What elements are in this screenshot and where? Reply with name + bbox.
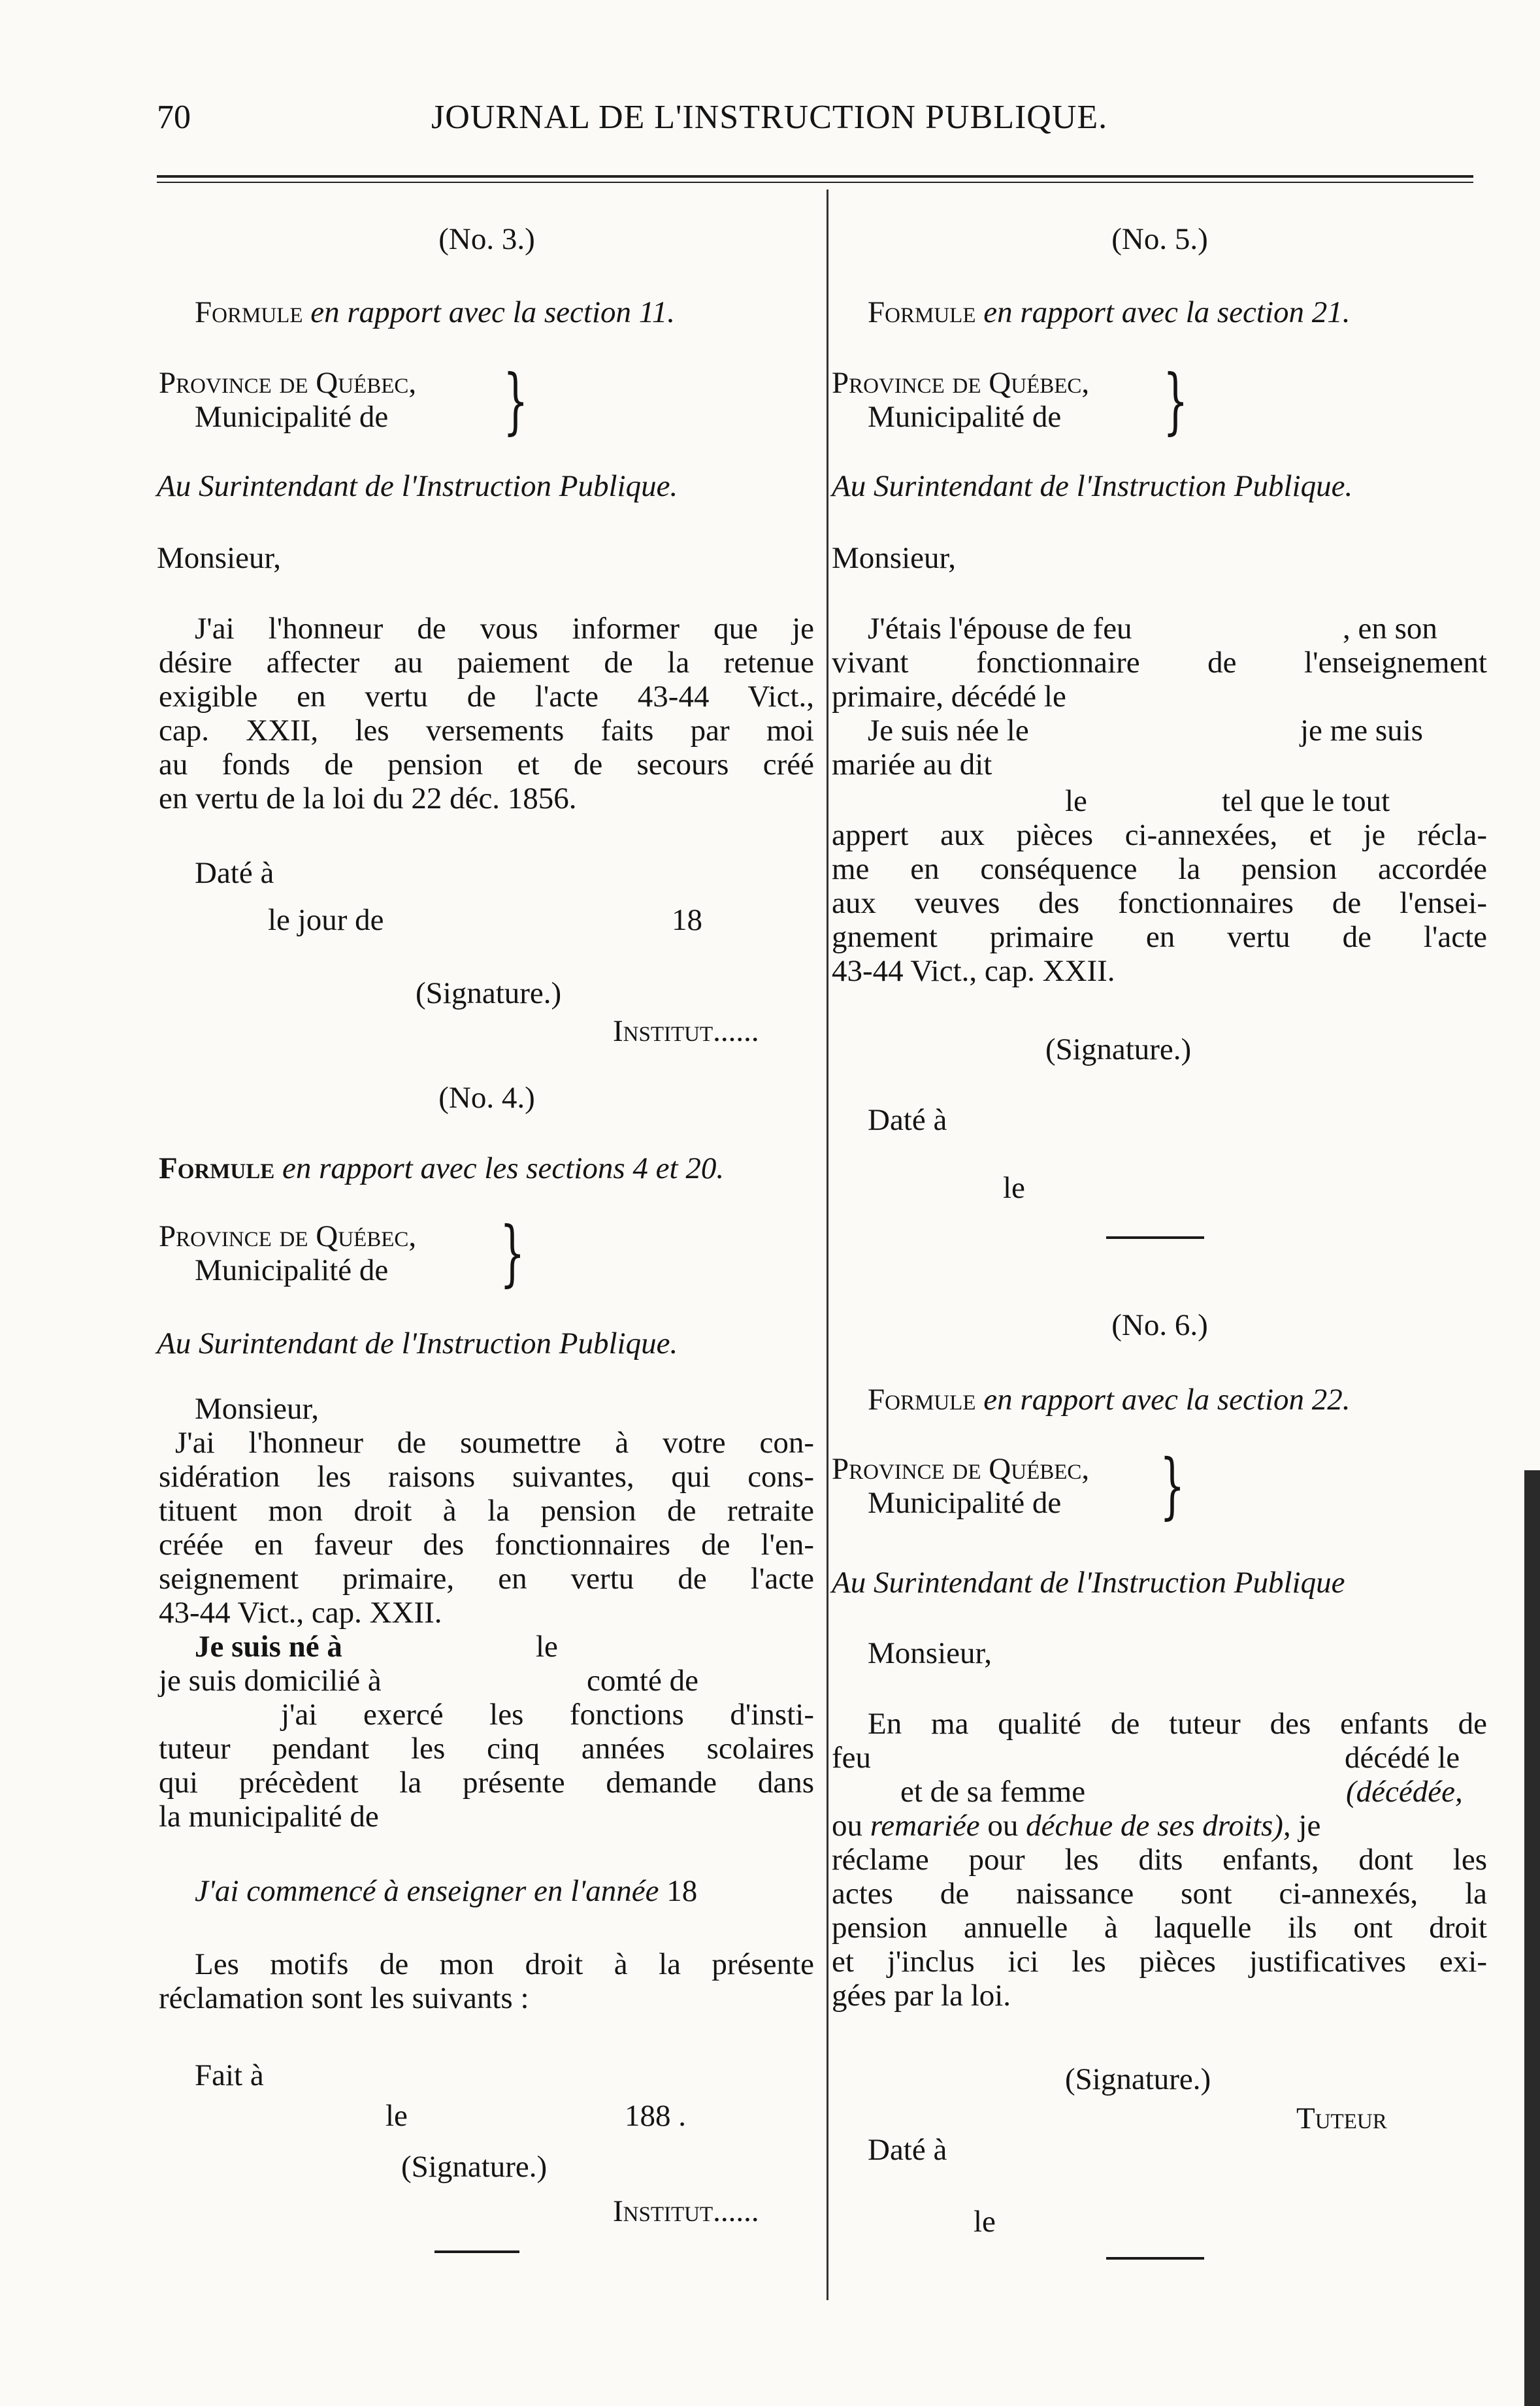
form5-brace: } [1163,359,1188,442]
form4-done-at: Fait à [195,2058,264,2092]
form5-married: mariée au dit [832,748,992,782]
form5-body2-line-3: aux veuves des fonctionnaires de l'ensei- [832,886,1487,920]
form3-date-year: 18 [672,903,702,937]
header-rule-top [157,175,1473,178]
form3-form-rest: en rapport avec la section 11. [310,295,676,329]
form4-form-rest: en rapport avec les sections 4 et 20. [282,1151,725,1185]
form3-body-line-4: cap. XXII, les versements faits par moi [159,714,814,748]
form4-done-le: le [385,2099,408,2133]
form6-wife: et de sa femme [900,1775,1086,1809]
form6-remarried-b: remariée [870,1809,980,1843]
form5-form-rest: en rapport avec la section 21. [983,295,1351,329]
form6-form-word: Formule [868,1383,976,1417]
form6-date-at: Daté à [868,2133,947,2167]
form3-signature: (Signature.) [416,976,562,1010]
form4-brace: } [500,1211,525,1294]
form5-salutation: Monsieur, [832,541,957,575]
running-title: JOURNAL DE L'INSTRUCTION PUBLIQUE. [431,99,1108,136]
form6-last-line: gées par la loi. [832,1979,1011,2013]
form4-body-line-3: tituent mon droit à la pension de retraite [159,1494,814,1528]
header-rule-bottom [157,182,1473,183]
page-edge-shadow [1524,1470,1540,2406]
form4-done-year: 188 . [625,2099,686,2133]
form4-started-text: J'ai commencé à enseigner en l'année [195,1874,659,1908]
form6-municipality: Municipalité de [868,1486,1062,1520]
form4-exercised: j'ai exercé les fonctions d'insti- [281,1698,814,1732]
form3-form-word: Formule [195,295,303,329]
form5-heading [868,295,1351,329]
form6-salutation: Monsieur, [868,1636,992,1670]
form6-province: Province de Québec, [832,1452,1090,1486]
form6-remarried-e: je [1298,1809,1321,1843]
form4-born-le: le [536,1630,558,1664]
form4-body-line-4: créée en faveur des fonctionnaires de l'en- [159,1528,814,1562]
form4-role: Institut...... [613,2194,759,2228]
form4-heading [159,1151,724,1185]
form6-body-line-3: pension annuelle à laquelle ils ont droit [832,1911,1487,1945]
form4-body-line-2: sidération les raisons suivantes, qui cons- [159,1460,814,1494]
form3-date-at: Daté à [195,856,274,890]
form5-number: (No. 5.) [1111,222,1208,256]
form6-remarried-c: ou [987,1809,1019,1843]
form3-body-line-1: J'ai l'honneur de vous informer que je [195,612,814,646]
form3-body-line-5: au fonds de pension et de secours créé [159,748,814,782]
form5-province: Province de Québec, [832,366,1090,400]
form3-body-line-2: désire affecter au paiement de la retenue [159,646,814,680]
form4-started [195,1874,697,1908]
form5-body-line-2: primaire, décédé le [832,680,1066,714]
form3-role: Institut...... [613,1014,759,1048]
form4-signature: (Signature.) [401,2150,548,2184]
form4-teacher-line-2: qui précèdent la présente demande dans [159,1766,814,1800]
form5-body-line-1: vivant fonctionnaire de l'enseignement [832,646,1487,680]
form6-remarried-a: ou [832,1809,862,1843]
form4-addressee: Au Surintendant de l'Instruction Publique. [157,1327,678,1360]
form6-remarried-line [832,1809,1320,1843]
form4-teacher-line-1: tuteur pendant les cinq années scolaires [159,1732,814,1766]
form6-remarried-d: déchue de ses droits), [1026,1809,1291,1843]
form4-form-word: Formule [159,1151,275,1185]
form4-county: comté de [587,1664,698,1698]
form3-brace: } [503,359,529,442]
form4-province: Province de Québec, [159,1219,417,1253]
form5-body2-line-4: gnement primaire en vertu de l'acte [832,920,1487,954]
form3-province: Province de Québec, [159,366,417,400]
form5-date-at: Daté à [868,1103,947,1137]
form5-born-a: Je suis née le [868,714,1029,748]
form4-domicile: je suis domicilié à [159,1664,382,1698]
form4-started-year: 18 [666,1874,698,1908]
form5-body2-line-1: appert aux pièces ci-annexées, et je récla- [832,818,1487,852]
form3-number: (No. 3.) [438,222,535,256]
form5-addressee: Au Surintendant de l'Instruction Publique. [832,469,1353,503]
form6-number: (No. 6.) [1111,1308,1208,1342]
form6-body-line-1: réclame pour les dits enfants, dont les [832,1843,1487,1877]
form3-salutation: Monsieur, [157,541,282,575]
form6-heading [868,1383,1351,1417]
form4-municipality: Municipalité de [195,1253,389,1287]
page-number: 70 [157,99,191,136]
form5-line1-b: , en son [1343,612,1437,646]
form5-tel-b: tel que le tout [1222,784,1390,818]
form4-end-rule [434,2250,519,2253]
form3-addressee: Au Surintendant de l'Instruction Publique. [157,469,678,503]
form4-motifs-line-1: Les motifs de mon droit à la présente [195,1947,814,1981]
form6-line1: En ma qualité de tuteur des enfants de [868,1707,1487,1741]
form5-born-b: je me suis [1300,714,1423,748]
form5-line1-a: J'étais l'épouse de feu [868,612,1132,646]
form6-end-rule [1106,2257,1204,2260]
form3-heading [195,295,675,329]
form6-deceased: décédé le [1345,1741,1460,1775]
form5-form-word: Formule [868,295,976,329]
column-divider [827,190,828,2300]
form3-body-line-6: en vertu de la loi du 22 déc. 1856. [159,782,577,816]
form4-municipality-line: la municipalité de [159,1800,379,1834]
form6-date-le: le [974,2205,996,2239]
form6-signature: (Signature.) [1065,2062,1211,2096]
form6-form-rest: en rapport avec la section 22. [983,1383,1351,1417]
form6-wife-note: (décédée, [1346,1775,1463,1809]
form6-body-line-2: actes de naissance sont ci-annexés, la [832,1877,1487,1911]
form4-born-at: Je suis né à [195,1630,342,1664]
form5-tel-a: le [1065,784,1087,818]
form4-motifs-line-2: réclamation sont les suivants : [159,1981,529,2015]
form5-municipality: Municipalité de [868,400,1062,434]
form4-body-line-1: J'ai l'honneur de soumettre à votre con- [175,1426,814,1460]
form3-date-day: le jour de [268,903,384,937]
form6-brace: } [1160,1443,1185,1527]
form5-signature: (Signature.) [1045,1032,1192,1066]
form3-municipality: Municipalité de [195,400,389,434]
form5-end-rule [1106,1236,1204,1239]
form6-feu: feu [832,1741,872,1775]
form3-body-line-3: exigible en vertu de l'acte 43-44 Vict., [159,680,814,714]
form6-body-line-4: et j'inclus ici les pièces justificatives exi- [832,1945,1487,1979]
form4-body-line-6: 43-44 Vict., cap. XXII. [159,1596,442,1630]
form5-body2-line-2: me en conséquence la pension accordée [832,852,1487,886]
form6-addressee: Au Surintendant de l'Instruction Publique [832,1566,1345,1600]
form5-date-le: le [1003,1171,1025,1205]
form6-role: Tuteur [1296,2101,1387,2135]
form5-body2-line-5: 43-44 Vict., cap. XXII. [832,954,1115,988]
form4-body-line-5: seignement primaire, en vertu de l'acte [159,1562,814,1596]
form4-number: (No. 4.) [438,1081,535,1115]
form4-salutation: Monsieur, [195,1392,319,1426]
